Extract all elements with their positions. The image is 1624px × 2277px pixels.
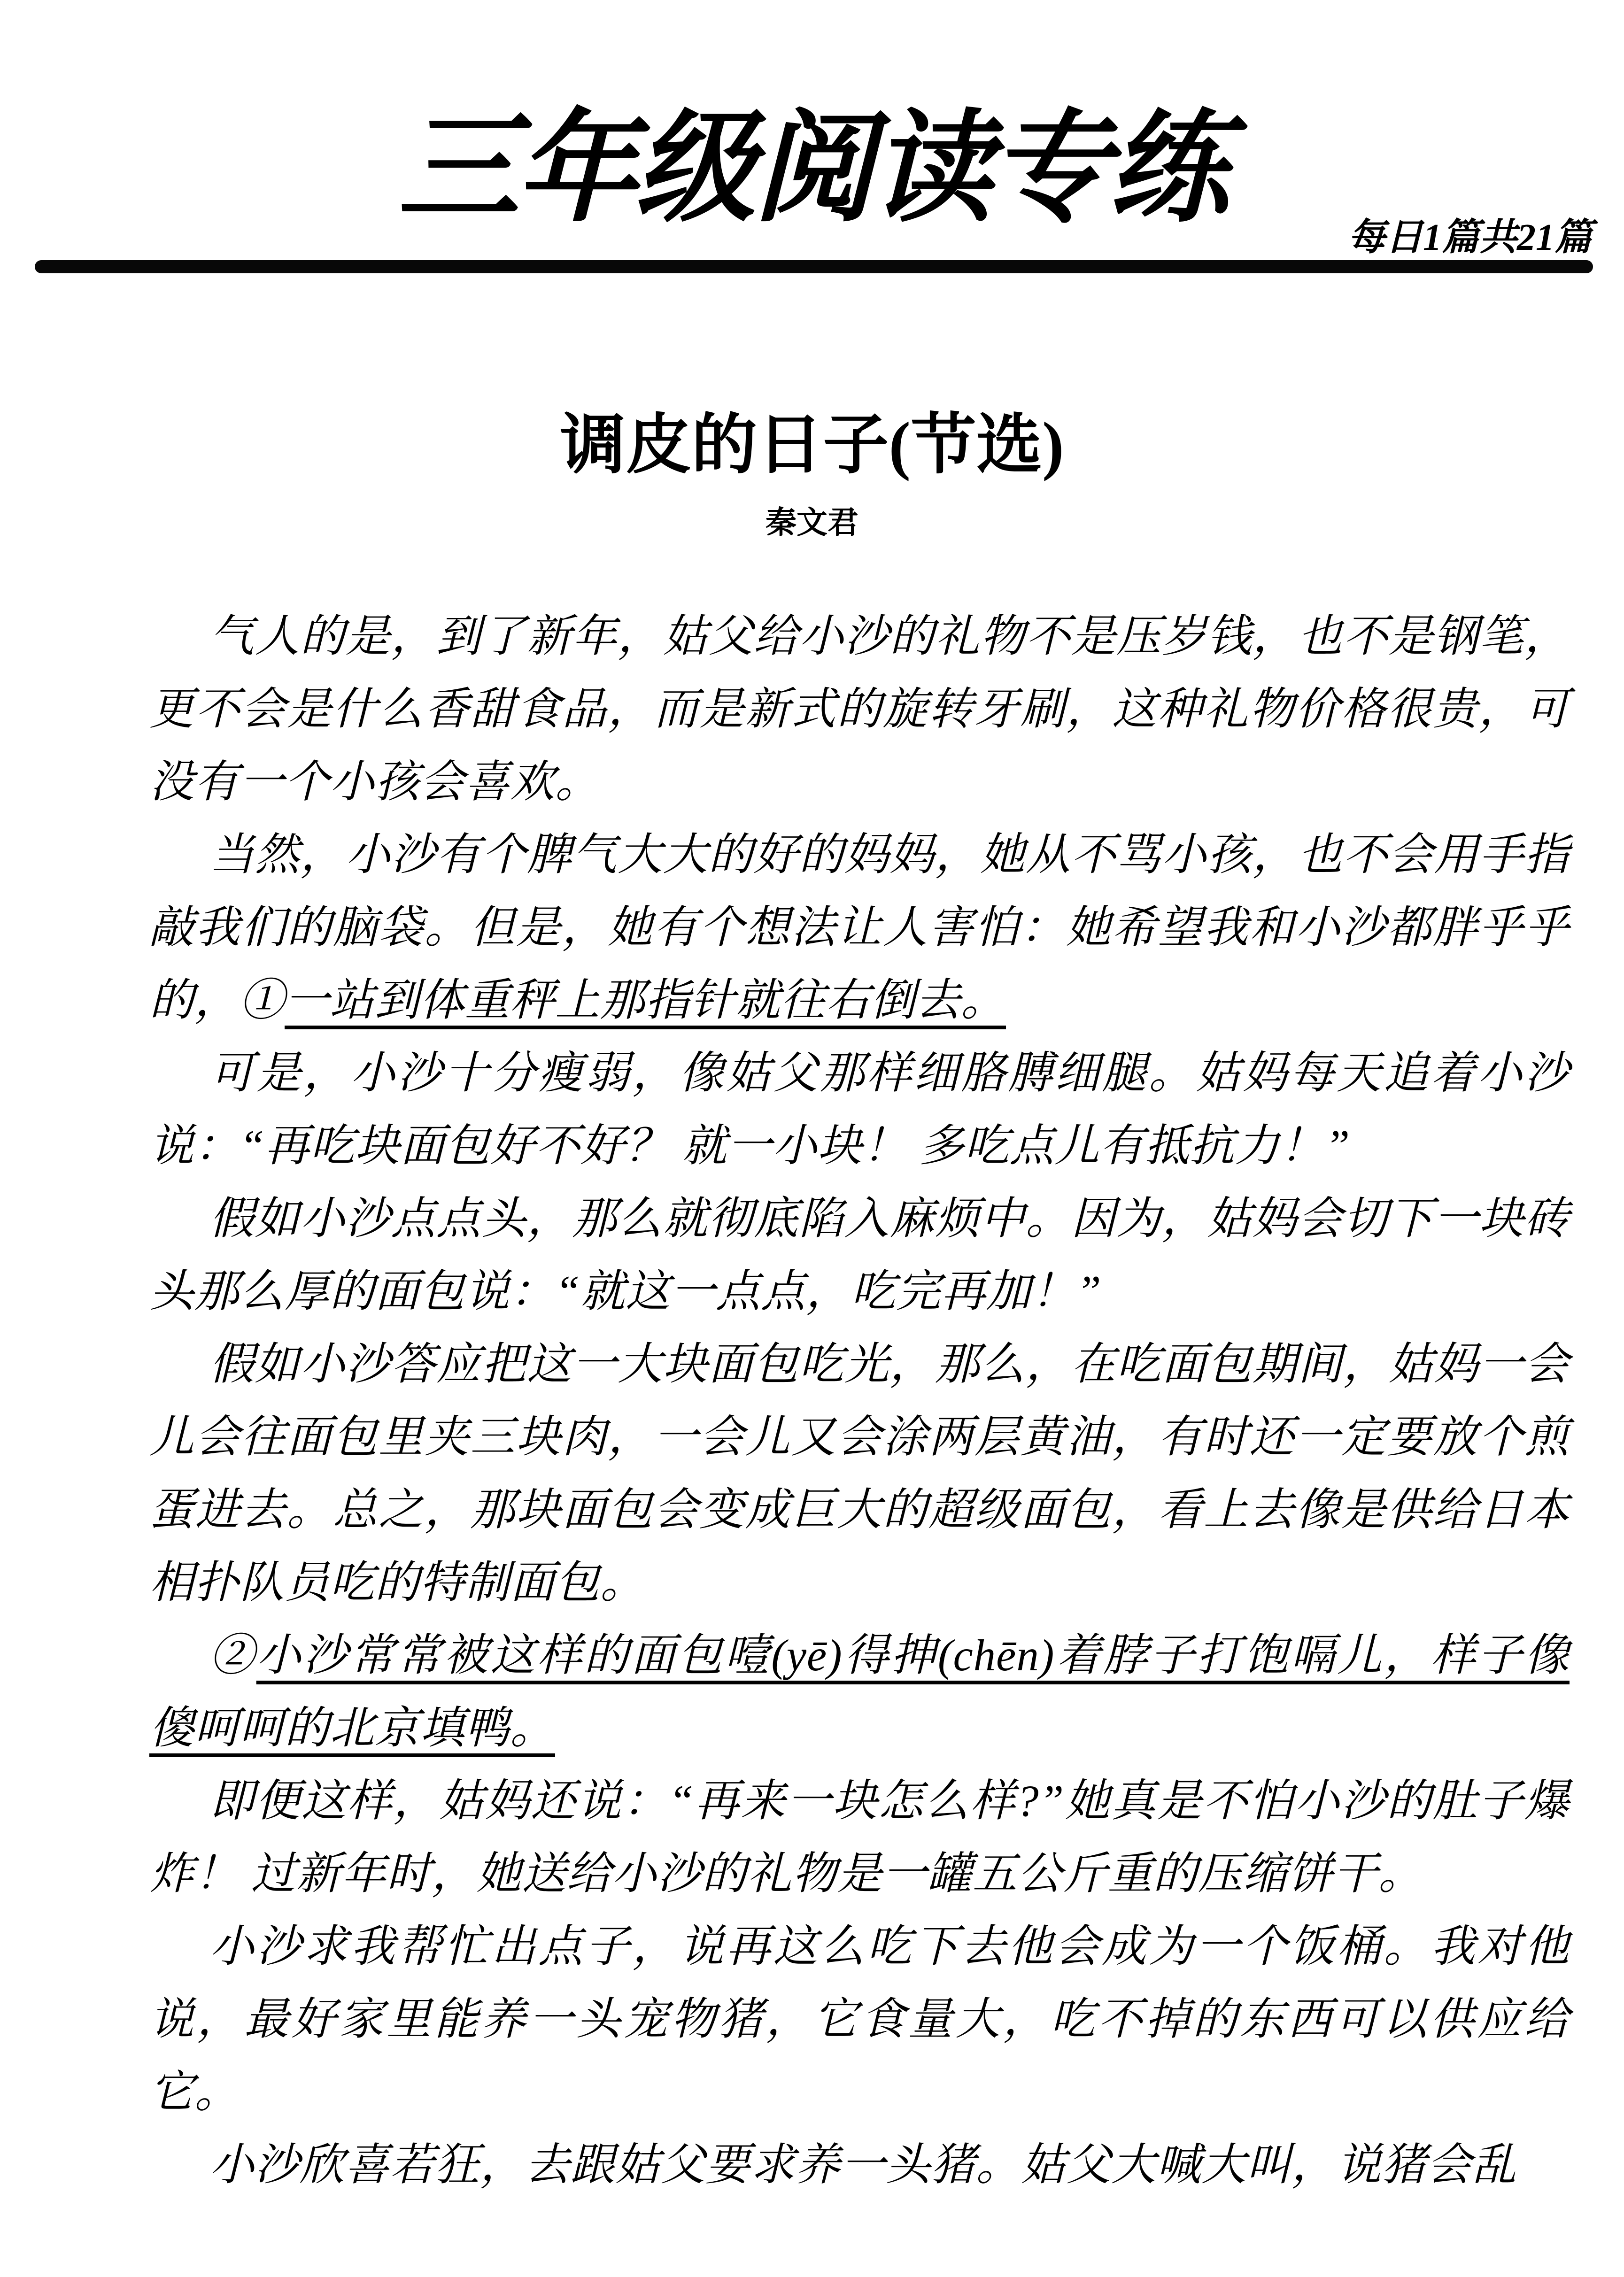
text-segment: 小沙求我帮忙出点子，说再这么吃下去他会成为一个饭桶。我对他说，最好家里能养一头宠物猪，它食量大，吃不掉的东西可以供应给它。 — [149, 1922, 1570, 2117]
text-segment: 当然，小沙有个脾气大大的好的妈妈，她从不骂小孩，也不会用手指敲我们的脑袋。但是，她有个想法让人害怕：她希望我和小沙都胖乎乎的，① — [149, 830, 1570, 1025]
page-title: 三年级阅读专练 — [398, 102, 1226, 236]
paragraph — [149, 1182, 1570, 1328]
article-body — [149, 600, 1570, 2201]
underlined-sentence: 一站到体重秤上那指针就往右倒去。 — [285, 975, 1006, 1025]
header-count-note: 每日1篇共21篇 — [1348, 217, 1592, 258]
text-segment: 即便这样，姑妈还说：“再来一块怎么样?”她真是不怕小沙的肚子爆炸！ 过新年时，她送给小沙的礼物是一罐五公斤重的压缩饼干。 — [149, 1776, 1570, 1899]
text-segment: 假如小沙点点头，那么就彻底陷入麻烦中。因为，姑妈会切下一块砖头那么厚的面包说：“就这一点点，吃完再加！” — [149, 1194, 1570, 1316]
paragraph — [149, 2129, 1570, 2201]
text-segment: 小沙欣喜若狂，去跟姑父要求养一头猪。姑父大喊大叫，说猪会乱 — [209, 2140, 1517, 2190]
paragraph — [149, 1328, 1570, 1619]
article-title: 调皮的日子(节选) — [560, 409, 1064, 482]
text-segment: 假如小沙答应把这一大块面包吃光，那么，在吃面包期间，姑妈一会儿会往面包里夹三块肉，一会儿又会涂两层黄油，有时还一定要放个煎蛋进去。总之，那块面包会变成巨大的超级面包，看上去像是供给日本相扑队员吃的特制面包。 — [149, 1339, 1570, 1607]
paragraph — [149, 1910, 1570, 2129]
article-author: 秦文君 — [766, 506, 858, 540]
paragraph — [149, 1765, 1570, 1910]
text-segment: 可是，小沙十分瘦弱，像姑父那样细胳膊细腿。姑妈每天追着小沙说：“再吃块面包好不好？ 就一小块！ 多吃点儿有抵抗力！” — [149, 1048, 1570, 1171]
text-segment: ② — [209, 1630, 256, 1680]
paragraph — [149, 818, 1570, 1037]
paragraph — [149, 1619, 1570, 1765]
text-segment: 气人的是，到了新年，姑父给小沙的礼物不是压岁钱，也不是钢笔，更不会是什么香甜食品，而是新式的旋转牙刷，这种礼物价格很贵，可没有一个小孩会喜欢。 — [149, 611, 1570, 807]
paragraph — [149, 1037, 1570, 1182]
header-rule — [35, 260, 1593, 273]
underlined-sentence: 小沙常常被这样的面包噎(yē)得抻(chēn)着脖子打饱嗝儿，样子像傻呵呵的北京填鸭。 — [149, 1630, 1570, 1753]
paragraph — [149, 600, 1570, 818]
